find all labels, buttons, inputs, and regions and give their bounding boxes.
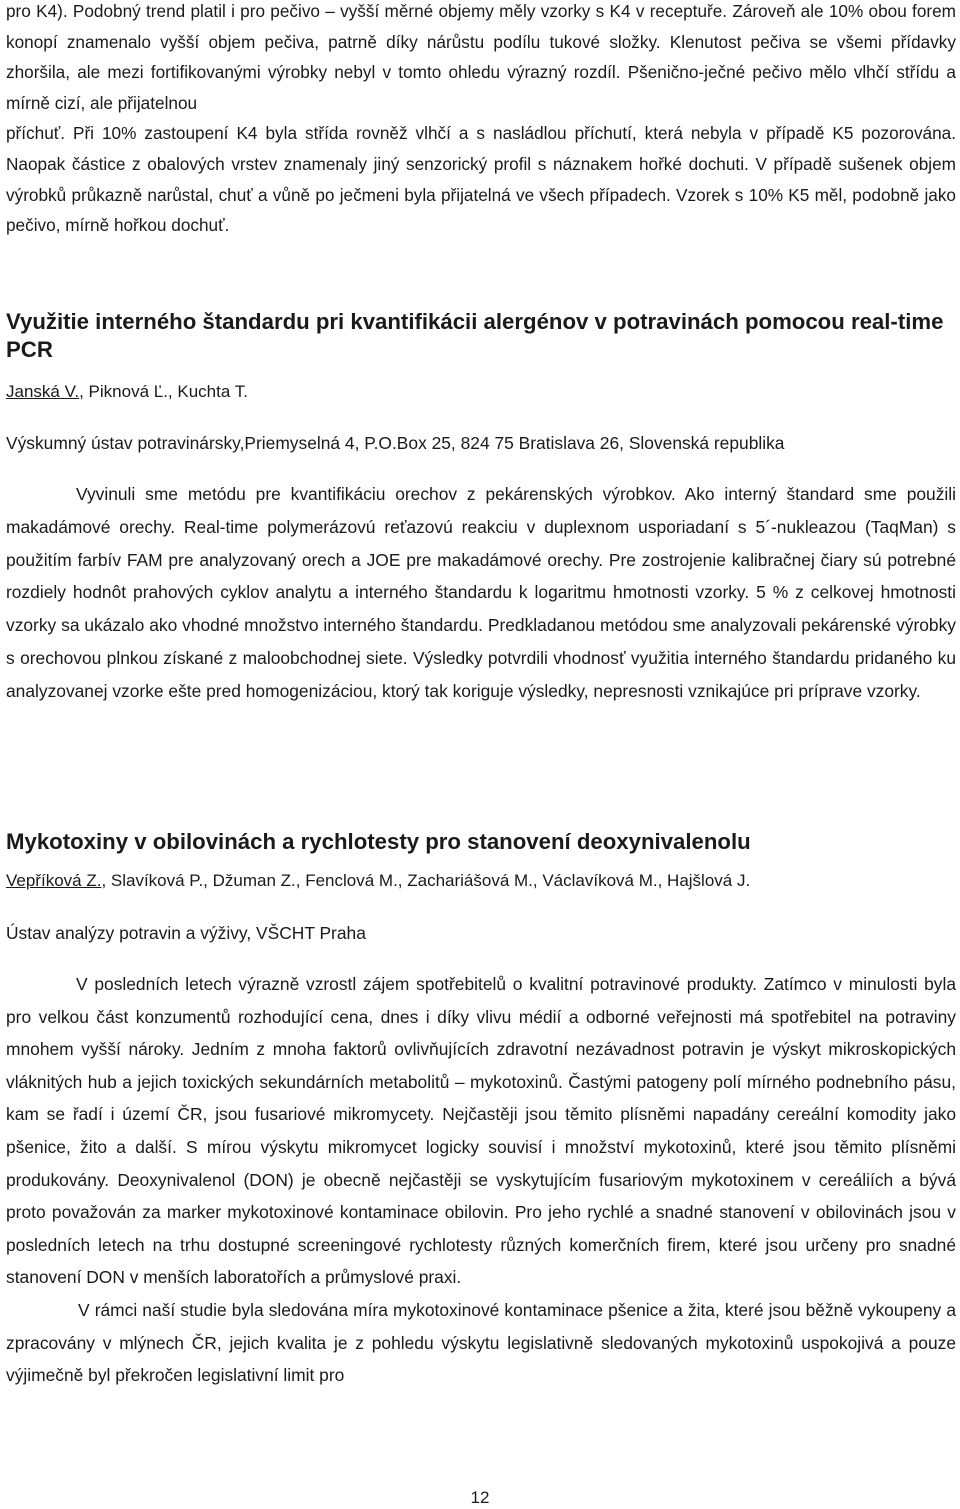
section1-authors (6, 381, 956, 403)
section2-abstract (6, 968, 956, 1392)
section1-affiliation: Výskumný ústav potravinársky,Priemyselná 4, P.O.Box 25, 824 75 Bratislava 26, Slovenská republika (6, 433, 785, 453)
section2-paragraph-1: V posledních letech výrazně vzrostl zájem spotřebitelů o kvalitní potravinové produkty. Zatímco v minulosti byla pro velkou část konzumentů rozhodující cena, dnes i díky vlivu médií a odborné veřejnosti má spotřebitel na potraviny mnohem vyšší nároky. Jedním z mnoha faktorů ovlivňujících zdravotní nezávadnost potravin je výskyt mikroskopických vláknitých hub a jejich toxických sekundárních metabolitů – mykotoxinů. Častými patogeny polí mírného podnebního pásu, kam se řadí i území ČR, jsou fusariové mikromycety. Nejčastěji jsou těmito plísněmi napadány cereální komodity jako pšenice, žito a další. S mírou výskytu mikromycet logicky souvisí i množství mykotoxinů, které jsou těmito plísněmi produkovány. Deoxynivalenol (DON) je obecně nejčastěji se vyskytujícím fusariovým mykotoxinem v cereáliích a bývá proto považován za marker mykotoxinové kontaminace obilovin. Pro jeho rychlé a snadné stanovení v obilovinách jsou v posledních letech na trhu dostupné screeningové rychlotesty různých komerčních firem, které jsou určeny pro snadné stanovení DON v menších laboratořích a průmyslové praxi. (6, 974, 956, 1288)
section2-presenter: Vepříková Z. (6, 871, 102, 890)
section1-coauthors: , Piknová Ľ., Kuchta T. (79, 382, 248, 401)
section2-title: Mykotoxiny v obilovinách a rychlotesty pro stanovení deoxynivalenolu (6, 829, 751, 854)
intro-text (6, 0, 956, 241)
section2-affiliation: Ústav analýzy potravin a výživy, VŠCHT Praha (6, 923, 366, 943)
section2-coauthors: , Slavíková P., Džuman Z., Fenclová M., Zachariášová M., Václavíková M., Hajšlová J. (101, 871, 751, 890)
section1-presenter: Janská V. (6, 382, 80, 401)
intro-paragraph-part2: příchuť. Při 10% zastoupení K4 byla střída rovněž vlhčí a s nasládlou příchutí, která nebyla v případě K5 pozorována. Naopak částice z obalových vrstev znamenaly jiný senzorický profil s náznakem hořké dochuti. V případě sušenek objem výrobků průkazně narůstal, chuť a vůně po ječmeni byla přijatelná ve všech případech. Vzorek s 10% K5 měl, podobně jako pečivo, mírně hořkou dochuť. (6, 123, 956, 236)
section2-paragraph-2: V rámci naší studie byla sledována míra mykotoxinové kontaminace pšenice a žita, které jsou běžně vykoupeny a zpracovány v mlýnech ČR, jejich kvalita je z pohledu výskytu legislativně sledovaných mykotoxinů uspokojivá a pouze výjimečně byl překročen legislativní limit pro (6, 1299, 956, 1386)
section1-title: Využitie interného štandardu pri kvantifikácii alergénov v potravinách pomocou real-time PCR (6, 309, 944, 362)
intro-paragraph-part1: pro K4). Podobný trend platil i pro pečivo – vyšší měrné objemy měly vzorky s K4 v receptuře. Zároveň ale 10% obou forem konopí znamenalo vyšší objem pečiva, patrně díky nárůstu podílu tukové složky. Klenutost pečiva se všemi přídavky zhoršila, ale mezi fortifikovanými výrobky nebyl v tomto ohledu výrazný rozdíl. Pšenično-ječné pečivo mělo vlhčí střídu a mírně cizí, ale přijatelnou (6, 1, 956, 113)
page-number: 12 (470, 1488, 490, 1507)
section2-authors (6, 870, 956, 892)
section1-abstract: Vyvinuli sme metódu pre kvantifikáciu orechov z pekárenských výrobkov. Ako interný štandard sme použili makadámové orechy. Real-time polymerázovú reťazovú reakciu v duplexnom usporiadaní s 5´-nukleazou (TaqMan) s použitím farbív FAM pre analyzovaný orech a JOE pre makadámové orechy. Pre zostrojenie kalibračnej čiary sú potrebné rozdiely hodnôt prahových cyklov analytu a interného štandardu k logaritmu hmotnosti vzorky. 5 % z celkovej hmotnosti vzorky sa ukázalo ako vhodné množstvo interného štandardu. Predkladanou metódou sme analyzovali pekárenské výrobky s orechovou plnkou získané z maloobchodnej siete. Výsledky potvrdili vhodnosť využitia interného štandardu pridaného ku analyzovanej vzorke ešte pred homogenizáciou, ktorý tak koriguje výsledky, nepresnosti vznikajúce pri príprave vzorky. (6, 484, 956, 701)
